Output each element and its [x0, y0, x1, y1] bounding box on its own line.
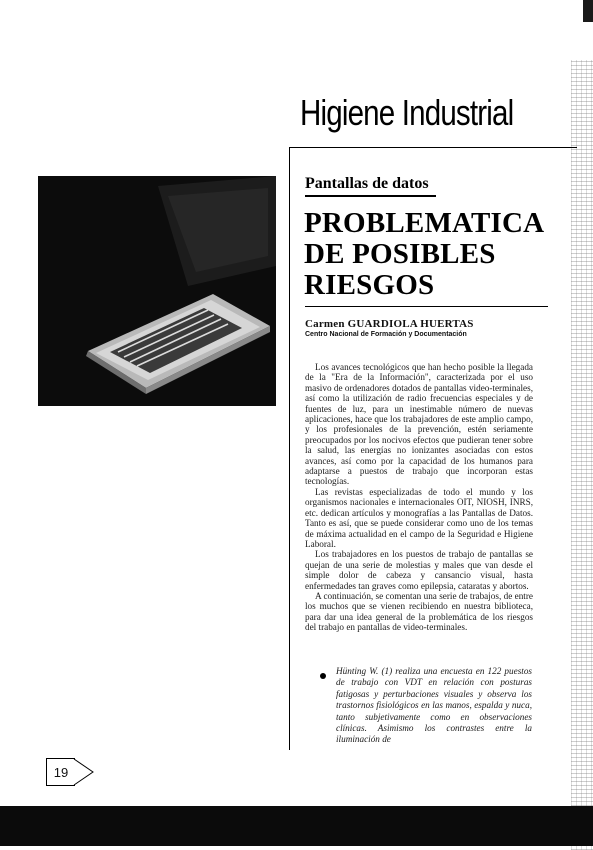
page-number: 19	[46, 758, 75, 786]
section-header: Higiene Industrial	[300, 92, 514, 133]
bullet-item: Hünting W. (1) realiza una encuesta en 122 puestos de trabajo con VDT en relación con posturas fatigosas y perturbaciones visuales y observa los trastornos fisiológicos en las manos, espalda y nuca, tanto subjetivamente como en observaciones clínicas. Asimismo los contrastes entre la iluminación de	[336, 666, 532, 745]
headline-line: RIESGOS	[304, 269, 435, 301]
article-body	[305, 362, 533, 633]
video-terminal-illustration	[38, 176, 276, 406]
author-affiliation: Centro Nacional de Formación y Documentación	[305, 331, 467, 338]
headline-line: DE POSIBLES	[304, 238, 496, 270]
body-paragraph: A continuación, se comentan una serie de trabajos, de entre los muchos que se vienen recibiendo en nuestra biblioteca, para dar una idea general de la problemática de los riesgos del trabajo en pantallas de video-terminales.	[305, 590, 533, 633]
bottom-scan-band	[0, 806, 593, 846]
body-paragraph: Las revistas especializadas de todo el mundo y los organismos nacionales e internacionales OIT, NIOSH, INRS, etc. dedican artículos y monografías a las Pantallas de Datos. Tanto es así, que se puede considerar como uno de los temas de máxima actualidad en el campo de la Seguridad e Higiene Laboral.	[305, 486, 533, 549]
body-paragraph: Los avances tecnológicos que han hecho posible la llegada de la "Era de la Información", caracterizada por el uso masivo de ordenadores dotados de pantallas video-terminales, así como la utilización de radio frecuencias especiales y de fuentes de luz, para un inestimable número de nuevas aplicaciones, hace que los trabajadores de este amplio campo, y los profesionales de la prevención, estén seriamente preocupados por los nocivos efectos que pudieran tener sobre la salud, las energías no ionizantes asociadas con estos avances, así como por la capacidad de los humanos para adaptarse a puestos de trabajo que incorporan estas tecnologías.	[305, 362, 533, 487]
bullet-icon	[320, 673, 326, 679]
author-name: Carmen GUARDIOLA HUERTAS	[305, 318, 474, 330]
article-kicker: Pantallas de datos	[305, 175, 429, 192]
page-arrow-icon	[73, 758, 99, 786]
kicker-underline	[305, 195, 436, 197]
scan-edge-mark	[583, 0, 593, 22]
terminal-photo	[38, 176, 276, 406]
headline-rule	[305, 306, 548, 307]
headline-line: PROBLEMATICA	[304, 207, 545, 239]
article-headline	[304, 208, 554, 301]
body-paragraph: Los trabajadores en los puestos de trabajo de pantallas se quejan de una serie de molestias y males que van desde el simple dolor de cabeza y cansancio visual, hasta enfermedades tan graves como epilepsia, cataratas y abortos.	[305, 549, 533, 591]
